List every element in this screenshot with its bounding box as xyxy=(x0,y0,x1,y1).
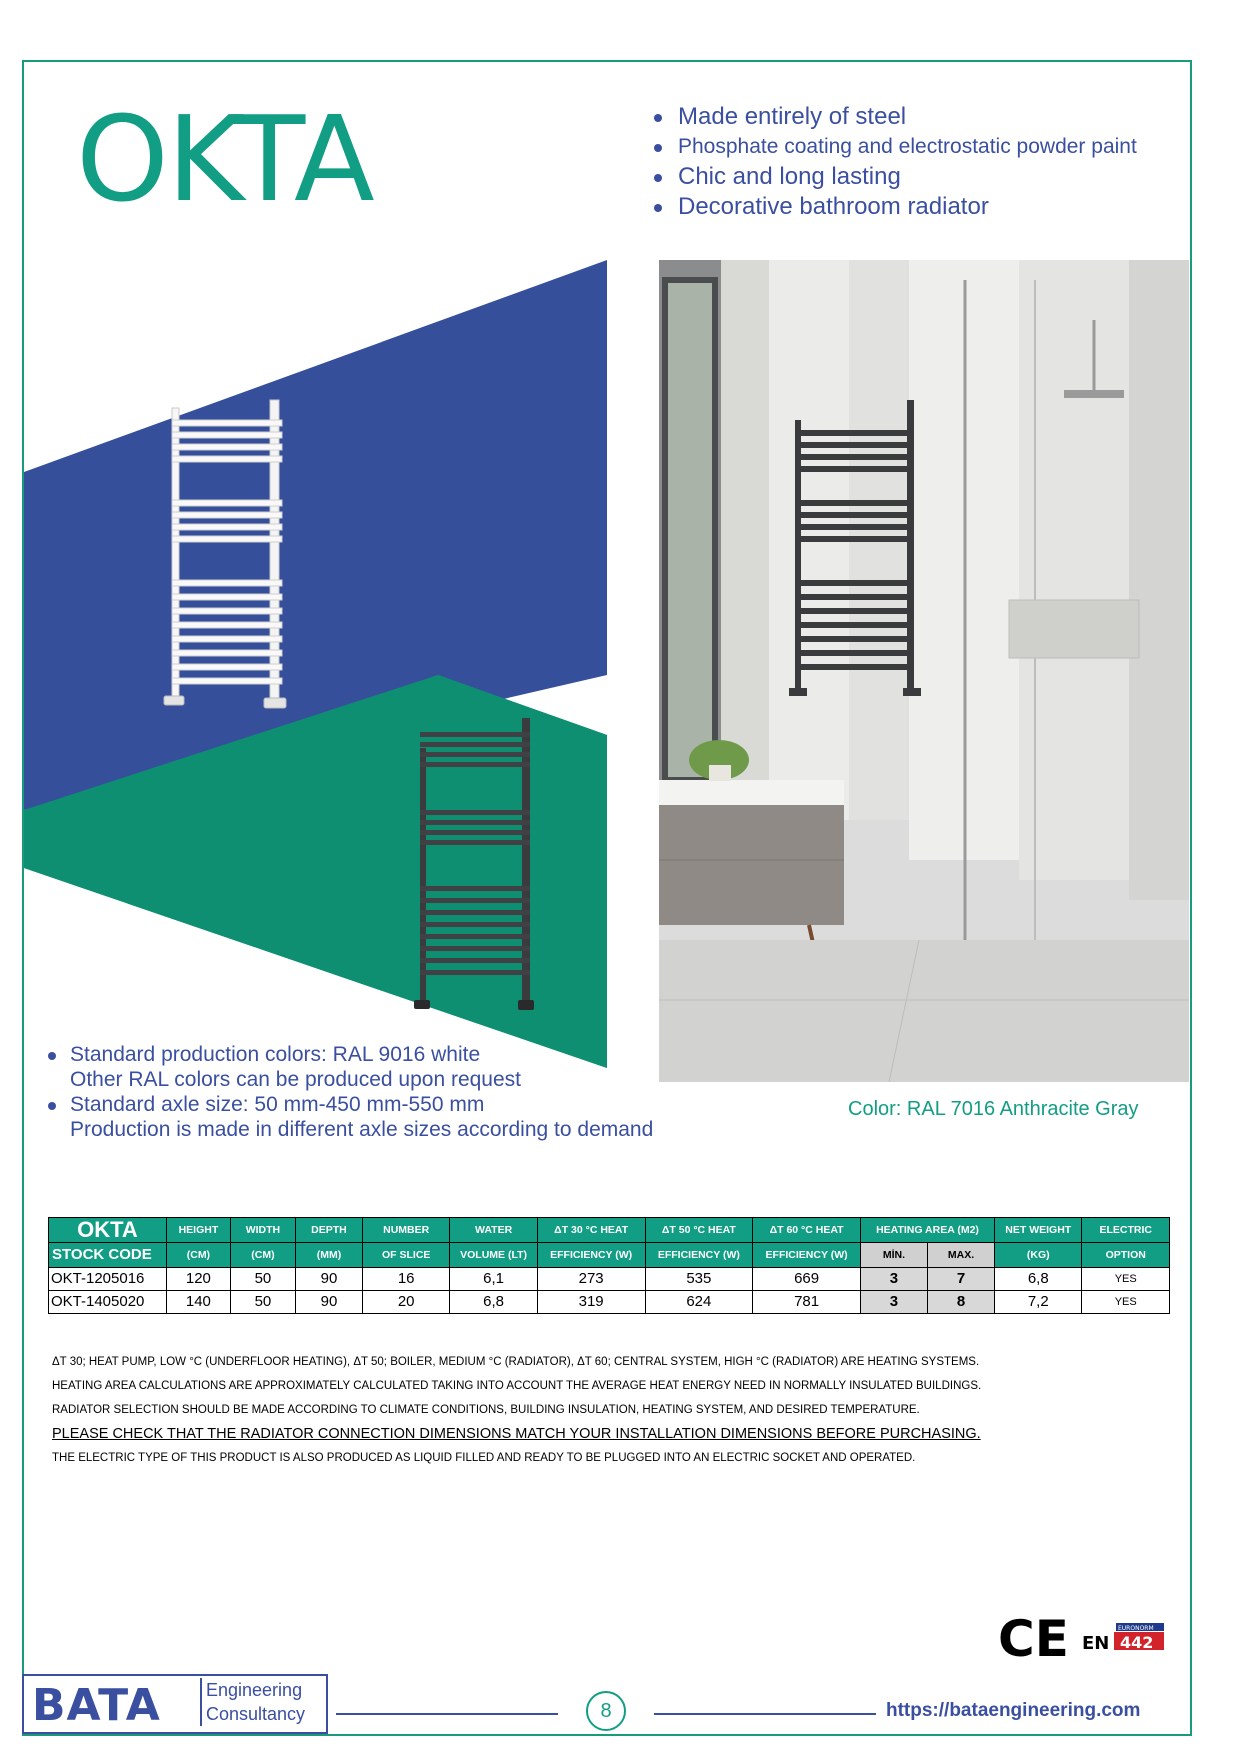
heating-area-header: HEATING AREA (M2) xyxy=(860,1218,994,1243)
electric-header: ELECTRIC xyxy=(1082,1218,1170,1243)
feature-item: Decorative bathroom radiator xyxy=(652,192,1137,222)
logo-line-2: Consultancy xyxy=(206,1704,306,1724)
water-unit: VOLUME (LT) xyxy=(450,1243,537,1268)
depth-unit: (MM) xyxy=(295,1243,362,1268)
weight-unit: (KG) xyxy=(995,1243,1082,1268)
area-min-header: MİN. xyxy=(860,1243,927,1268)
note-selection: RADIATOR SELECTION SHOULD BE MADE ACCORDING TO CLIMATE CONDITIONS, BUILDING INSULATION, HEATING SYSTEM, AND DESIRED TEMPERATURE. xyxy=(52,1404,920,1416)
footer-divider-left xyxy=(336,1713,558,1715)
axle-line-1: Standard axle size: 50 mm-450 mm-550 mm xyxy=(70,1093,485,1116)
photo-caption: Color: RAL 7016 Anthracite Gray xyxy=(848,1098,1139,1120)
colors-line-1: Standard production colors: RAL 9016 white xyxy=(70,1043,481,1066)
spec-table xyxy=(48,1217,1170,1314)
electric-unit: OPTION xyxy=(1082,1243,1170,1268)
weight-cell: 7,2 xyxy=(995,1291,1082,1314)
footer-divider-right xyxy=(654,1713,876,1715)
stock-code-cell: OKT-1405020 xyxy=(49,1291,167,1314)
axle-line-2: Production is made in different axle sizes according to demand xyxy=(70,1118,654,1141)
ce-mark-icon xyxy=(998,1610,1069,1668)
bathroom-photo xyxy=(659,260,1189,1082)
slice-cell: 16 xyxy=(363,1268,450,1291)
electric-cell: YES xyxy=(1082,1268,1170,1291)
slice-header: NUMBER xyxy=(363,1218,450,1243)
width-header: WIDTH xyxy=(230,1218,295,1243)
stock-code-header: STOCK CODE xyxy=(49,1243,167,1268)
svg-text:EURONORM: EURONORM xyxy=(1118,1625,1154,1632)
width-cell: 50 xyxy=(230,1268,295,1291)
colors-item xyxy=(46,1042,653,1092)
note-electric: THE ELECTRIC TYPE OF THIS PRODUCT IS ALSO PRODUCED AS LIQUID FILLED AND READY TO BE PLUGGED INTO AN ELECTRIC SOCKET AND OPERATED. xyxy=(52,1452,916,1464)
anthracite-radiator-image xyxy=(414,718,544,1018)
dt50-header: ΔT 50 °C HEAT xyxy=(645,1218,753,1243)
water-header: WATER xyxy=(450,1218,537,1243)
logo-subtitle xyxy=(200,1678,305,1726)
height-unit: (CM) xyxy=(166,1243,230,1268)
dt60-cell: 781 xyxy=(753,1291,861,1314)
feature-item: Phosphate coating and electrostatic powder paint xyxy=(652,132,1137,162)
svg-text:CE: CE xyxy=(998,1610,1069,1668)
note-warning: PLEASE CHECK THAT THE RADIATOR CONNECTION DIMENSIONS MATCH YOUR INSTALLATION DIMENSIONS BEFORE PURCHASING. xyxy=(52,1426,981,1442)
height-cell: 140 xyxy=(166,1291,230,1314)
company-logo xyxy=(22,1674,328,1734)
notes-block xyxy=(52,1350,981,1470)
colors-line-2: Other RAL colors can be produced upon request xyxy=(70,1068,521,1091)
stock-code-cell: OKT-1205016 xyxy=(49,1268,167,1291)
axle-item xyxy=(46,1092,653,1142)
area-max-header: MAX. xyxy=(928,1243,995,1268)
water-cell: 6,8 xyxy=(450,1291,537,1314)
dt30-cell: 319 xyxy=(537,1291,645,1314)
depth-cell: 90 xyxy=(295,1291,362,1314)
table-row xyxy=(49,1291,1170,1314)
en442-badge-icon xyxy=(1082,1622,1166,1654)
width-cell: 50 xyxy=(230,1291,295,1314)
dt50-cell: 535 xyxy=(645,1268,753,1291)
dt30-header: ΔT 30 °C HEAT xyxy=(537,1218,645,1243)
white-radiator-image xyxy=(158,400,298,720)
weight-header: NET WEIGHT xyxy=(995,1218,1082,1243)
slice-cell: 20 xyxy=(363,1291,450,1314)
feature-item: Made entirely of steel xyxy=(652,102,1137,132)
table-row xyxy=(49,1268,1170,1291)
area-min-cell: 3 xyxy=(860,1268,927,1291)
dt30-cell: 273 xyxy=(537,1268,645,1291)
height-cell: 120 xyxy=(166,1268,230,1291)
page-number: 8 xyxy=(586,1691,626,1731)
height-header: HEIGHT xyxy=(166,1218,230,1243)
logo-wordmark: BATA xyxy=(32,1680,161,1731)
area-min-cell: 3 xyxy=(860,1291,927,1314)
note-heating-systems: ΔT 30; HEAT PUMP, LOW °C (UNDERFLOOR HEATING), ΔT 50; BOILER, MEDIUM °C (RADIATOR), ΔT 60; CENTRAL SYSTEM, HIGH °C (RADIATOR) ARE HEATING SYSTEMS. xyxy=(52,1356,980,1368)
dt60-header: ΔT 60 °C HEAT xyxy=(753,1218,861,1243)
area-max-cell: 8 xyxy=(928,1291,995,1314)
feature-item: Chic and long lasting xyxy=(652,162,1137,192)
dt60-unit: EFFICIENCY (W) xyxy=(753,1243,861,1268)
slice-unit: OF SLICE xyxy=(363,1243,450,1268)
dt50-cell: 624 xyxy=(645,1291,753,1314)
dt30-unit: EFFICIENCY (W) xyxy=(537,1243,645,1268)
note-area-calculation: HEATING AREA CALCULATIONS ARE APPROXIMATELY CALCULATED TAKING INTO ACCOUNT THE AVERAGE HEAT ENERGY NEED IN NORMALLY INSULATED BUILDINGS. xyxy=(52,1380,982,1392)
area-max-cell: 7 xyxy=(928,1268,995,1291)
depth-header: DEPTH xyxy=(295,1218,362,1243)
svg-text:442: 442 xyxy=(1120,1633,1154,1652)
dt60-cell: 669 xyxy=(753,1268,861,1291)
weight-cell: 6,8 xyxy=(995,1268,1082,1291)
width-unit: (CM) xyxy=(230,1243,295,1268)
depth-cell: 90 xyxy=(295,1268,362,1291)
electric-cell: YES xyxy=(1082,1291,1170,1314)
color-axle-list xyxy=(46,1042,653,1142)
brand-header: OKTA xyxy=(49,1218,167,1243)
page-title: OKTA xyxy=(76,90,373,228)
svg-text:EN: EN xyxy=(1082,1633,1110,1654)
website-link[interactable]: https://bataengineering.com xyxy=(886,1700,1141,1721)
dt50-unit: EFFICIENCY (W) xyxy=(645,1243,753,1268)
logo-line-1: Engineering xyxy=(206,1680,303,1700)
water-cell: 6,1 xyxy=(450,1268,537,1291)
